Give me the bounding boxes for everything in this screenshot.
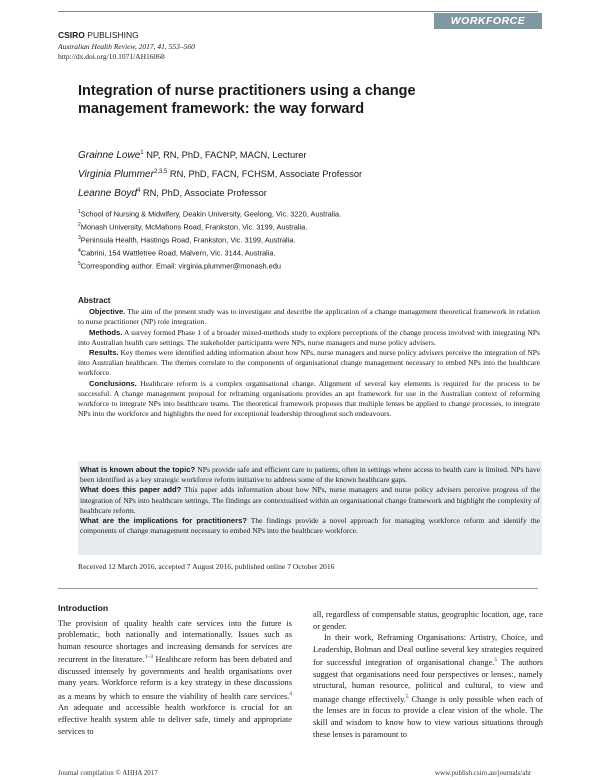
author-creds: NP, RN, PhD, FACNP, MACN, Lecturer — [143, 150, 307, 161]
body-paragraph — [313, 632, 543, 740]
author-line — [78, 145, 362, 164]
body-column-right — [313, 609, 543, 740]
body-column-left — [58, 603, 292, 737]
body-text: Healthcare reform has been debated and discussed intensely by governments and health organisations over many years. Workforce reform is a key strategy in these discussions as a means by which to ensure the viability of health care services. — [58, 655, 292, 701]
abstract-text: Healthcare reform is a complex organisational change. Alignment of several key elements is required for the process to be successful. A change management proposal for reframing organisations provides an apt framework for use in the Australian context of reforming workforce to integrate NPs into healthcare teams. The theoretical framework proposes that multiple lenses be applied to change processes, to integrate NPs into the workforce and highlights the need for exceptional leadership throughout such endeavours. — [78, 378, 540, 419]
corresponding-author-email[interactable]: Corresponding author. Email: virginia.plummer@monash.edu — [80, 261, 281, 271]
abstract-text: Key themes were identified adding information about how NPs, nurse managers and nurse policy advisers perceive the integration of NPs into Australian healthcare. The themes correlate to the components of organisational change management necessary to embed NPs into the healthcare workforce. — [78, 348, 540, 378]
affiliation-text: Cabrini, 154 Wattletree Road, Malvern, Vic. 3144, Australia. — [80, 248, 276, 258]
abstract-heading: Abstract — [78, 296, 111, 305]
publication-dates: Received 12 March 2016, accepted 7 August 2016, published online 7 October 2016 — [78, 562, 335, 571]
author-name: Grainne Lowe — [78, 150, 141, 162]
affiliation-sup: 4 — [78, 247, 81, 254]
affiliation-item — [78, 220, 341, 233]
publisher-rest: PUBLISHING — [84, 30, 139, 40]
affiliation-sup: 1 — [78, 209, 81, 215]
affiliation-item — [78, 246, 341, 259]
abstract-text: A survey formed Phase 1 of a broader mixed-methods study to explore perceptions of the change process involved with integrating NPs into Australian health care settings. The stakeholder participants were NPs, nurse managers and nurse policy advisers. — [78, 327, 540, 347]
body-text: Change is only possible when each of the lenses are in focus to provide a clear vision of the whole. The skill and wisdom to know how to view various situations through these lenses is paramount to — [313, 694, 543, 739]
body-text: The authors suggest that organisations need four perspectives or lenses:, namely structural, human resource, political and cultural, to view and manage change effectively. — [313, 658, 543, 704]
affiliation-sup: 3 — [78, 234, 81, 241]
key-points-box — [78, 461, 542, 555]
top-bar — [0, 0, 595, 32]
body-text: An adequate and accessible health workforce is crucial for an effective health system able to deliver safe, timely and appropriate services to — [58, 703, 292, 736]
abstract-conclusions — [78, 379, 540, 420]
abstract-text: The aim of the present study was to investigate and describe the application of a change management theoretical framework in relation to nurse practitioner (NP) role integration. — [78, 307, 540, 327]
key-point-text: NPs provide safe and efficient care to patients, often in settings where access to health care is limited. NPs have been identified as a key strategic workforce reform initiative to address some of the known healthcare gaps. — [80, 465, 540, 485]
body-text: The provision of quality health care services into the future is problematic, both nationally and internationally. Issues such as human resource shortages and increasing demands for services are recurrent in the literature. — [58, 618, 292, 665]
publisher-bold: CSIRO — [58, 30, 85, 40]
affiliation-sup: 5 — [78, 260, 81, 267]
author-line — [78, 164, 362, 183]
footer-copyright: Journal compilation © AHHA 2017 — [58, 769, 158, 777]
abstract-label: Methods. — [89, 327, 123, 337]
body-text: In their work, Reframing Organisations: Artistry, Choice, and Leadership, Bolman and Deal outline several key strategies required for successful integration of organisational change. — [313, 633, 543, 668]
author-creds: RN, PhD, Associate Professor — [140, 188, 267, 199]
publisher-name — [58, 30, 139, 40]
affiliation-item — [78, 233, 341, 246]
author-line — [78, 183, 362, 202]
key-point — [80, 485, 540, 516]
divider — [58, 588, 538, 589]
article-title: Integration of nurse practitioners using a change management framework: the way forward — [78, 83, 416, 117]
author-sup: 1 — [140, 150, 144, 156]
affiliation-text: School of Nursing & Midwifery, Deakin University, Geelong, Vic. 3220, Australia. — [80, 209, 342, 219]
affiliation-sup: 2 — [78, 221, 81, 228]
journal-citation: Australian Health Review, 2017, 41, 553–560 — [58, 42, 195, 51]
doi-link[interactable]: http://dx.doi.org/10.1071/AH16068 — [58, 52, 165, 61]
abstract-methods — [78, 328, 540, 348]
abstract-label: Conclusions. — [89, 378, 137, 388]
affiliation-item[interactable] — [78, 259, 341, 272]
citation-ref[interactable]: 5 — [405, 693, 409, 700]
key-point-label: What is known about the topic? — [80, 465, 196, 474]
affiliation-item — [78, 207, 341, 220]
section-tag: WORKFORCE — [434, 13, 542, 29]
abstract — [78, 296, 540, 419]
citation-ref[interactable]: 4 — [289, 690, 292, 697]
abstract-results — [78, 348, 540, 379]
key-point-text: The findings provide a novel approach for managing workforce reform and identify the components of change management necessary to embed NPs into the healthcare workforce. — [80, 516, 540, 536]
abstract-label: Objective. — [89, 307, 126, 317]
author-creds: RN, PhD, FACN, FCHSM, Associate Professor — [167, 169, 363, 180]
citation-ref[interactable]: 5 — [494, 657, 498, 664]
footer-url[interactable]: www.publish.csiro.au/journals/ahr — [435, 769, 532, 777]
author-name: Leanne Boyd — [78, 188, 137, 200]
header-rule — [58, 11, 538, 12]
key-point-label: What does this paper add? — [80, 485, 182, 495]
author-sup: 2,3,5 — [153, 169, 168, 176]
citation-ref[interactable]: 1–3 — [144, 654, 153, 661]
key-point — [80, 516, 540, 536]
body-paragraph: all, regardless of compensable status, geographic location, age, race or gender. — [313, 610, 543, 631]
abstract-label: Results. — [89, 348, 119, 358]
author-name: Virginia Plummer — [78, 169, 154, 181]
key-point-text: This paper adds information about how NPs, nurse managers and nurse policy advisers perceive progress of the integration of NPs into healthcare settings. The findings are contextualised within an organisational change framework and highlight the complexity of healthcare reform. — [80, 485, 540, 515]
abstract-objective — [78, 307, 540, 327]
key-point-label: What are the implications for practitioners? — [80, 516, 247, 526]
affiliation-text: Monash University, McMahons Road, Frankston, Vic. 3199, Australia. — [80, 222, 308, 232]
affiliation-text: Peninsula Health, Hastings Road, Frankston, Vic. 3199, Australia. — [80, 235, 296, 245]
section-heading: Introduction — [58, 603, 109, 613]
body-paragraph — [58, 618, 292, 738]
author-sup: 4 — [136, 188, 141, 195]
affiliation-list — [78, 207, 341, 272]
author-list — [78, 145, 362, 202]
key-point — [80, 465, 540, 485]
